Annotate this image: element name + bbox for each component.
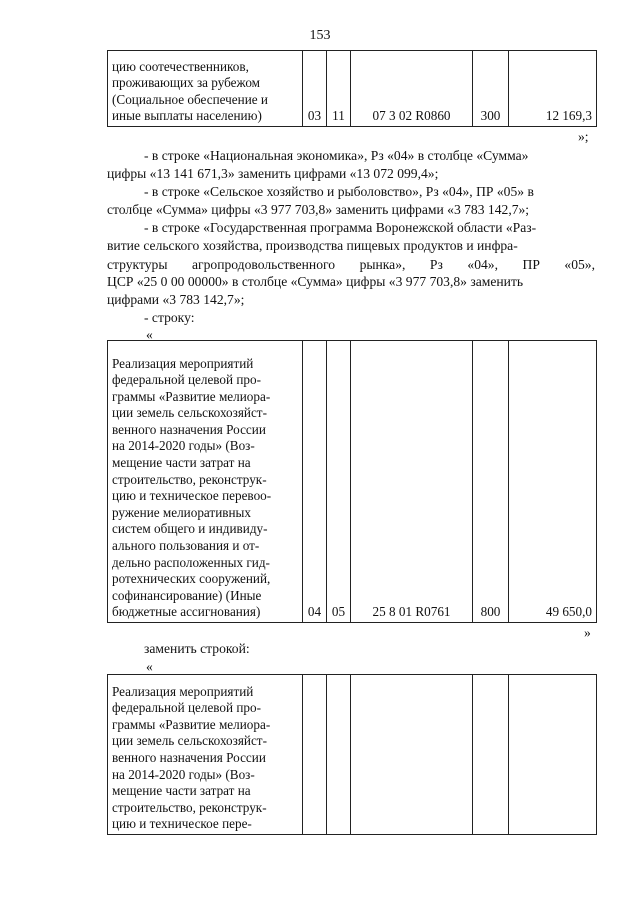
row-description: Реализация мероприятий федеральной целевой про- граммы «Развитие мелиора- ции земель сельскохозяйст- венного назначения России на 2014-2020 годы» (Воз- мещение части затрат на строительство, реконструк- цию и техническое перевоо- ружение мелиоративных систем общего и индивиду- ального пользования и от- дельно расположенных гид- ротехнических сооружений, софинансирование) (Иные бюджетные ассигнования)	[108, 341, 303, 623]
vr-cell	[473, 675, 509, 835]
table-row	[108, 675, 597, 835]
amendment-line: цифрами «3 783 142,7»;	[107, 292, 245, 307]
rz-cell	[303, 675, 327, 835]
replace-label: заменить строкой:	[144, 641, 250, 656]
closing-quote: »;	[578, 129, 589, 144]
closing-quote: »	[584, 625, 591, 640]
amendment-line: - в строке «Государственная программа Воронежской области «Раз-	[144, 220, 537, 235]
page-number: 153	[309, 28, 331, 43]
row-description: Реализация мероприятий федеральной целевой про- граммы «Развитие мелиора- ции земель сельскохозяйст- венного назначения России на 2014-2020 годы» (Воз- мещение части затрат на строительство, реконструк- цию и техническое пере-	[108, 675, 303, 835]
amendment-line: - в строке «Национальная экономика», Рз «04» в столбце «Сумма»	[144, 148, 529, 163]
table-row	[108, 341, 597, 623]
row-description: цию соотечественников, проживающих за рубежом (Социальное обеспечение и иные выплаты населению)	[108, 51, 303, 127]
sum-cell: 49 650,0	[509, 341, 597, 623]
csr-cell: 25 8 01 R0761	[351, 341, 473, 623]
budget-table-new-row	[107, 674, 597, 835]
vr-cell: 300	[473, 51, 509, 127]
amendment-line: цифры «13 141 671,3» заменить цифрами «13 072 099,4»;	[107, 166, 439, 181]
amendment-line: - строку:	[144, 310, 195, 325]
amendment-line: витие сельского хозяйства, производства пищевых продуктов и инфра-	[107, 238, 518, 253]
opening-quote: «	[146, 327, 153, 342]
amendment-line: столбце «Сумма» цифры «3 977 703,8» заменить цифрами «3 783 142,7»;	[107, 202, 530, 217]
table-row	[108, 51, 597, 127]
pr-cell: 11	[327, 51, 351, 127]
csr-cell: 07 3 02 R0860	[351, 51, 473, 127]
opening-quote: «	[146, 659, 153, 674]
sum-cell: 12 169,3	[509, 51, 597, 127]
budget-table-continuation	[107, 50, 597, 127]
pr-cell	[327, 675, 351, 835]
amendment-line: - в строке «Сельское хозяйство и рыболовство», Рз «04», ПР «05» в	[144, 184, 534, 199]
budget-table-old-row	[107, 340, 597, 623]
amendment-line: ЦСР «25 0 00 00000» в столбце «Сумма» цифры «3 977 703,8» заменить	[107, 274, 524, 289]
rz-cell: 04	[303, 341, 327, 623]
vr-cell: 800	[473, 341, 509, 623]
csr-cell	[351, 675, 473, 835]
sum-cell	[509, 675, 597, 835]
amendment-line: структуры агропродовольственного рынка», Рз «04», ПР «05»,	[107, 257, 595, 272]
pr-cell: 05	[327, 341, 351, 623]
rz-cell: 03	[303, 51, 327, 127]
